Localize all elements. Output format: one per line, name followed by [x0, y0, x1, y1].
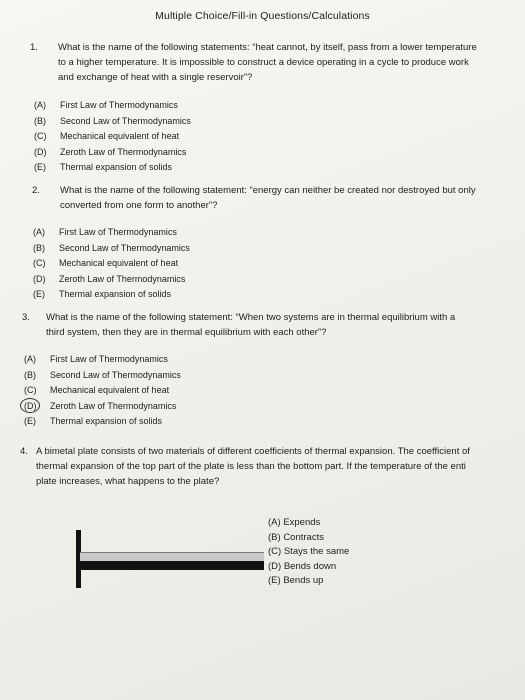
question-line: third system, then they are in thermal equilibrium with each other”? [46, 327, 327, 338]
question-line: A bimetal plate consists of two materials of different coefficients of thermal expansion. The coefficient of [36, 446, 470, 457]
question-number: 2. [32, 185, 40, 196]
question-line: to a higher temperature. It is impossible to construct a device operating in a cycle to produce work [58, 57, 469, 68]
question-line: converted from one form to another”? [60, 200, 218, 211]
question-line: What is the name of the following statements: “heat cannot, by itself, pass from a lower temperature [58, 42, 477, 53]
question-4-options [268, 516, 349, 589]
bimetal-plate-diagram [74, 530, 264, 590]
question-line: plate increases, what happens to the plate? [36, 476, 220, 487]
option-d[interactable]: (D) Bends down [268, 560, 337, 572]
option-a[interactable]: (A) Expends [268, 517, 321, 528]
question-line: What is the name of the following statement: “When two systems are in thermal equilibrium with a [46, 312, 456, 323]
option-c[interactable]: (C) Stays the same [268, 546, 350, 558]
plate-top-layer [80, 552, 264, 561]
question-number: 3. [22, 312, 30, 323]
page-title: Multiple Choice/Fill-in Questions/Calculations [155, 10, 370, 22]
question-number: 4. [20, 446, 28, 457]
question-text [46, 310, 455, 340]
question-text [60, 183, 476, 213]
option-b[interactable]: (B) Contracts [268, 531, 324, 543]
question-text [36, 444, 470, 489]
question-line: and exchange of heat with a single reservoir”? [58, 72, 253, 83]
option-e[interactable]: (E) Bends up [268, 575, 324, 587]
question-line: thermal expansion of the top part of the plate is less than the bottom part. If the temperature of the enti [36, 461, 466, 472]
plate-bottom-layer [80, 561, 264, 570]
question-line: What is the name of the following statement: “energy can neither be created nor destroyed but only [60, 185, 476, 196]
worksheet-page: Multiple Choice/Fill-in Questions/Calculations 1. What is the name of the following statements: “heat cannot, by itself, pass from a lower temperature to a higher temperature. It is impossible to construct a device operating in a cycle to produce work and exchange of heat with a single reservoir”? (A) First Law of Thermodynamics (B) Second Law of Thermodynamics (C) Mechanical equivalent of heat (D) Zeroth Law of Thermodynamics (E) Thermal expansion of solids 2. What is the name of the following statement: “energy can neither be created nor destroyed but only converted from one form to another”? (A) First Law of Thermodynamics (B) Second Law of Thermodynamics (C) Mechanical equivalent of heat (D) Zeroth Law of Thermodynamics (E) Thermal expansion of solids 3. What is the name of the following statement: “When two systems are in thermal equilibrium with a third system, then they are in thermal equilibrium with each other”? (A) First Law of Thermodynamics (B) Second Law of Thermodynamics (C) Mechanical equivalent of heat (D) Zeroth Law of Thermodynamics (E) Thermal expansion of solids 4. A bimetal plate consists of two materials of different coefficients of thermal expansion. The coefficient of thermal expansion of the top part of the plate is less than the bottom part. If the temperature of the enti plate increases, what happens to the plate? (A) Expends (B) Contracts (C) Stays the same (D) Bends down (E) Bends up [0, 0, 525, 700]
question-number: 1. [30, 42, 38, 53]
question-text [58, 40, 477, 85]
